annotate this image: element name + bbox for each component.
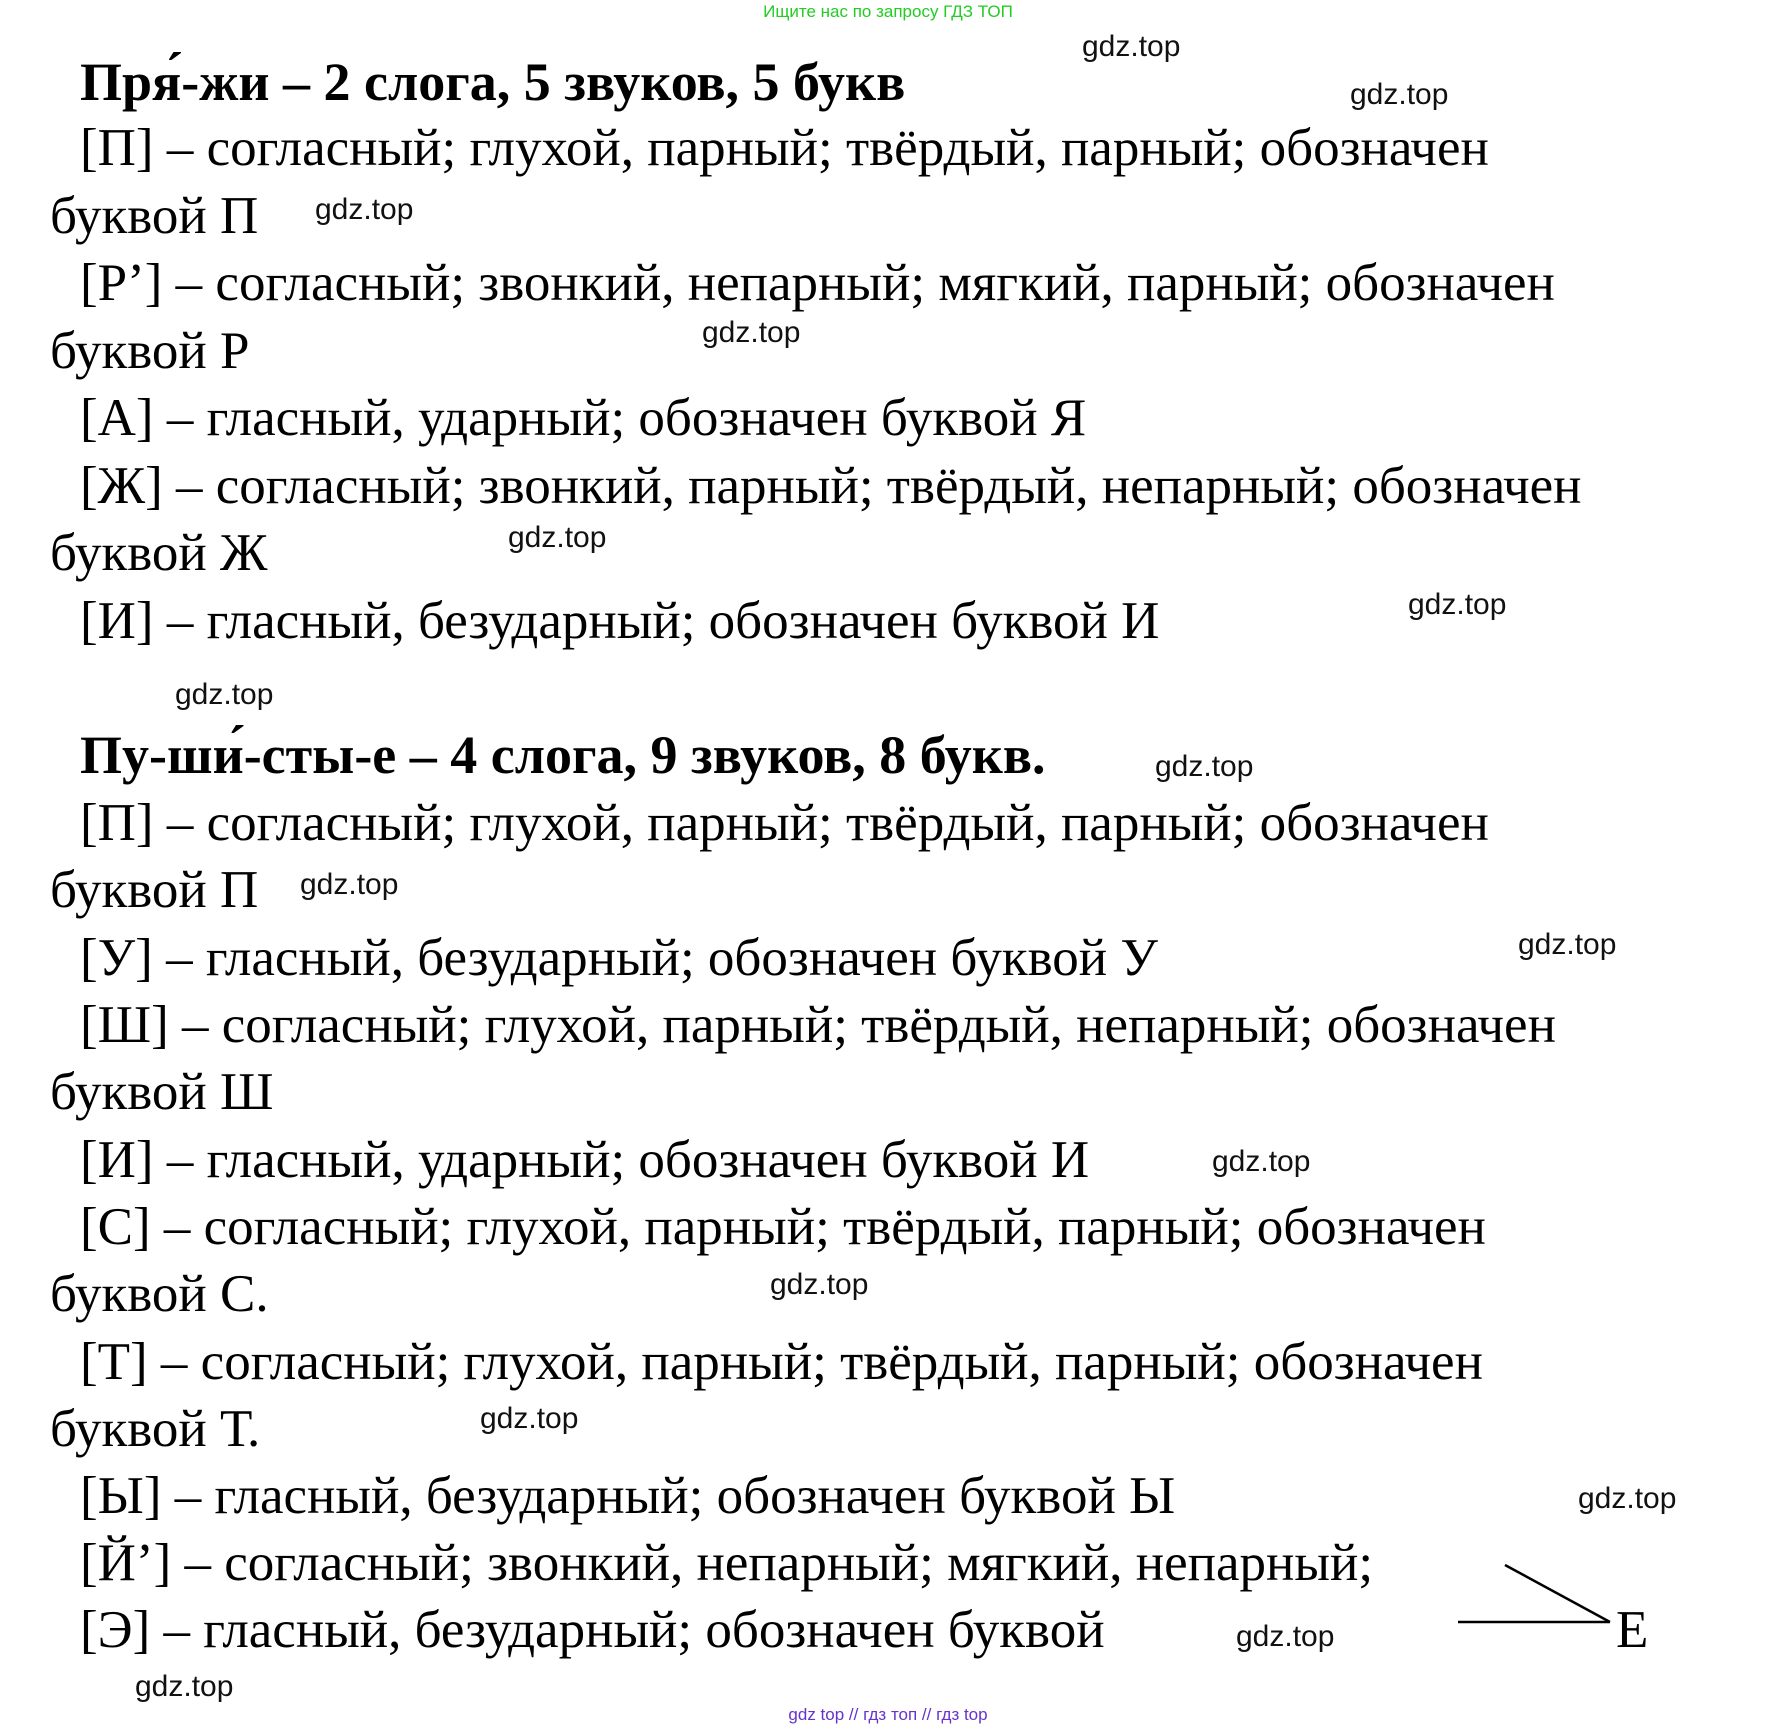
line: буквой Р: [50, 322, 250, 380]
watermark: gdz.top: [1408, 588, 1507, 621]
watermark: gdz.top: [135, 1670, 234, 1703]
line: буквой Т.: [50, 1400, 261, 1458]
line: буквой П: [50, 861, 259, 919]
line: [У] – гласный, безударный; обозначен буквой У: [80, 929, 1158, 987]
line: буквой Ж: [50, 524, 268, 582]
top-banner: Ищите нас по запросу ГДЗ ТОП: [763, 2, 1013, 21]
watermark: gdz.top: [315, 193, 414, 226]
watermark: gdz.top: [480, 1402, 579, 1435]
watermark: gdz.top: [1518, 928, 1617, 961]
section2-heading: Пу-ши́-сты-е – 4 слога, 9 звуков, 8 букв.: [80, 725, 1046, 785]
watermark: gdz.top: [1236, 1620, 1335, 1653]
watermark: gdz.top: [1350, 78, 1449, 111]
line: [С] – согласный; глухой, парный; твёрдый, парный; обозначен: [80, 1198, 1486, 1256]
watermark: gdz.top: [1578, 1482, 1677, 1515]
watermark: gdz.top: [1082, 30, 1181, 63]
watermark: gdz.top: [1212, 1145, 1311, 1178]
line: буквой С.: [50, 1265, 269, 1323]
line: [Р’] – согласный; звонкий, непарный; мягкий, парный; обозначен: [80, 254, 1555, 312]
joined-letter: Е: [1616, 1601, 1649, 1659]
line: буквой Ш: [50, 1063, 274, 1121]
line: [Э] – гласный, безударный; обозначен буквой: [80, 1601, 1105, 1659]
line: [Ы] – гласный, безударный; обозначен буквой Ы: [80, 1467, 1176, 1525]
line: буквой П: [50, 187, 259, 245]
watermark: gdz.top: [300, 868, 399, 901]
section1-heading: Пря́-жи – 2 слога, 5 звуков, 5 букв: [80, 52, 906, 112]
line: [Ж] – согласный; звонкий, парный; твёрдый, непарный; обозначен: [80, 457, 1582, 515]
line: [П] – согласный; глухой, парный; твёрдый, парный; обозначен: [80, 119, 1489, 177]
line: [Т] – согласный; глухой, парный; твёрдый, парный; обозначен: [80, 1333, 1483, 1391]
watermark: gdz.top: [508, 521, 607, 554]
watermark: gdz.top: [1155, 750, 1254, 783]
line: [П] – согласный; глухой, парный; твёрдый, парный; обозначен: [80, 794, 1489, 852]
watermark: gdz.top: [175, 678, 274, 711]
line: [И] – гласный, безударный; обозначен буквой И: [80, 592, 1160, 650]
line: [И] – гласный, ударный; обозначен буквой И: [80, 1131, 1090, 1189]
watermark: gdz.top: [770, 1268, 869, 1301]
line: [Й’] – согласный; звонкий, непарный; мягкий, непарный;: [80, 1534, 1374, 1592]
line: [Ш] – согласный; глухой, парный; твёрдый, непарный; обозначен: [80, 996, 1556, 1054]
bottom-footer: gdz top // гдз топ // гдз top: [788, 1705, 988, 1724]
watermark: gdz.top: [702, 316, 801, 349]
line: [А] – гласный, ударный; обозначен буквой Я: [80, 389, 1087, 447]
bracket-arrow-icon: [1450, 1550, 1620, 1630]
